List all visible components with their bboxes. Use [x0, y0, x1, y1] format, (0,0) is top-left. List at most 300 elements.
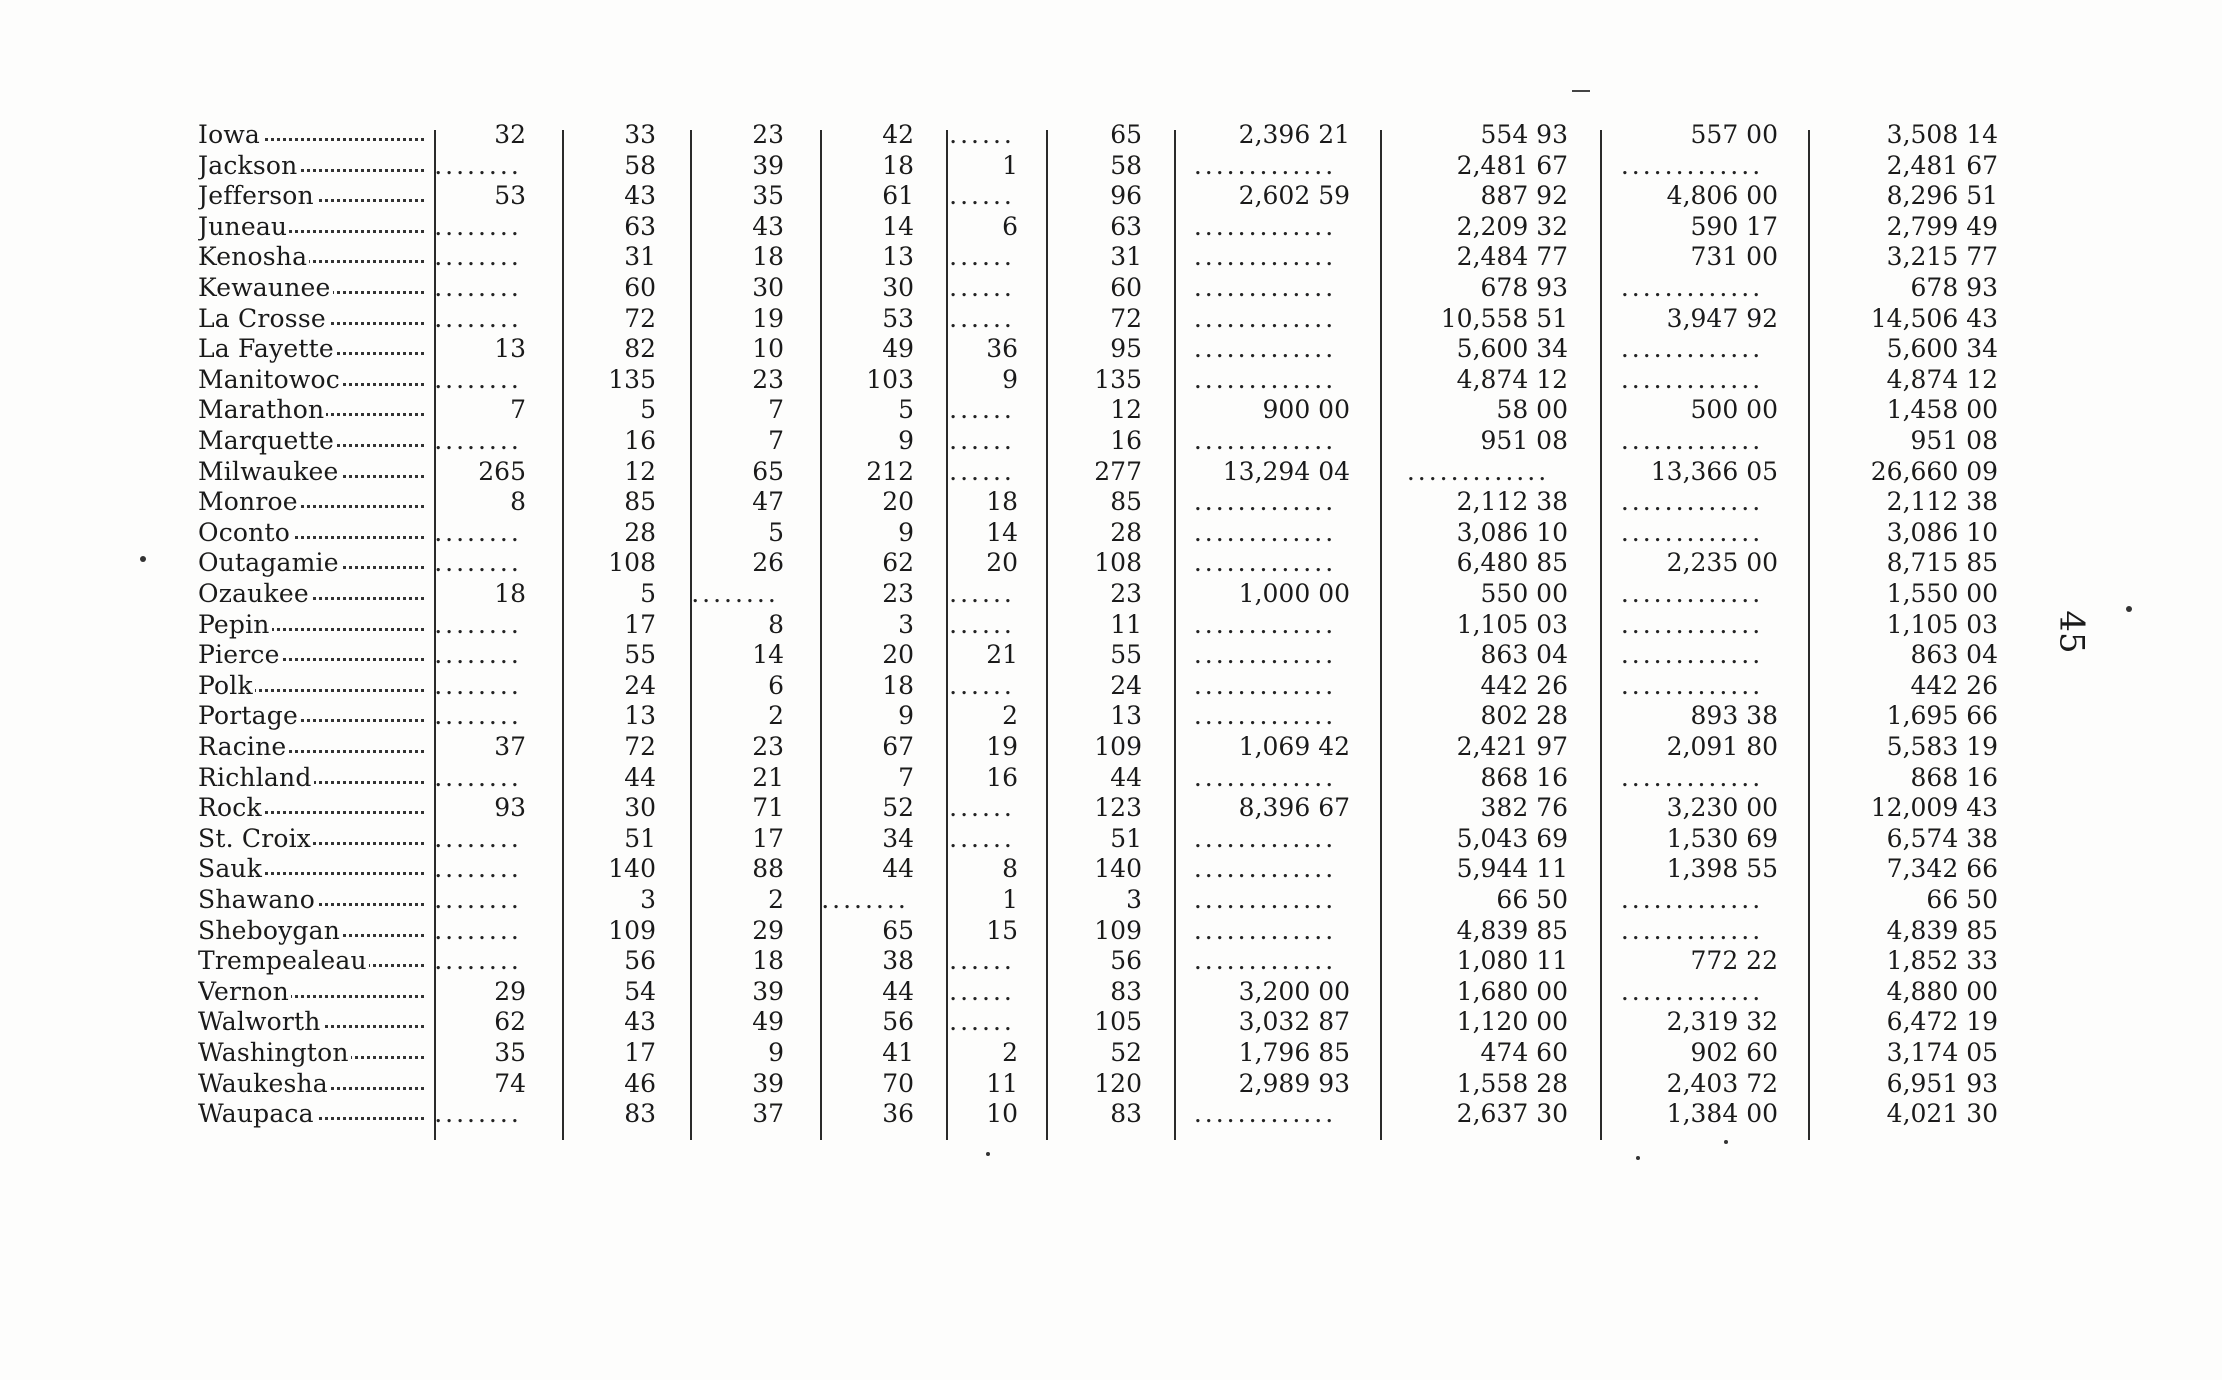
table-cell-c4: 70 [882, 1068, 914, 1098]
county-name-label: Polk [198, 670, 253, 700]
table-cell-c10: 66 50 [1926, 885, 1998, 914]
table-cell-c2: 72 [624, 303, 656, 333]
table-row [198, 181, 2018, 211]
county-name [198, 242, 428, 272]
table-cell-c1: ........ [434, 426, 522, 455]
table-cell-c5: 19 [986, 732, 1018, 761]
table-cell-c8: 2,484 77 [1456, 242, 1568, 272]
table-row [198, 610, 2018, 640]
table-cell-c3: 7 [768, 395, 784, 425]
table-cell-c4: 44 [882, 854, 914, 884]
table-row [198, 548, 2018, 578]
table-cell-c8: 678 93 [1480, 273, 1568, 302]
county-name [198, 732, 428, 762]
table-cell-c6: 58 [1110, 150, 1142, 180]
county-name [198, 212, 428, 242]
table-cell-c2: 51 [624, 823, 656, 853]
table-cell-c6: 3 [1126, 885, 1142, 914]
table-cell-c10: 8,715 85 [1886, 548, 1998, 578]
table-cell-c2: 60 [624, 273, 656, 302]
table-cell-c8: 3,086 10 [1456, 517, 1568, 547]
table-cell-c7: ............. [1193, 517, 1337, 547]
table-cell-c3: 2 [768, 701, 784, 731]
table-cell-c5: 2 [1002, 1038, 1018, 1067]
table-cell-c2: 3 [640, 885, 656, 914]
table-cell-c9: 2,319 32 [1666, 1007, 1778, 1037]
table-cell-c3: 23 [752, 120, 784, 149]
table-cell-c1: ........ [434, 1099, 522, 1129]
county-name-label: Pepin [198, 609, 270, 639]
table-cell-c6: 23 [1110, 579, 1142, 608]
table-cell-c4: 5 [898, 395, 914, 425]
table-row [198, 426, 2018, 456]
table-cell-c8: ............. [1406, 456, 1550, 486]
table-cell-c6: 63 [1110, 211, 1142, 241]
table-cell-c7: 3,032 87 [1238, 1007, 1350, 1037]
table-cell-c7: ............. [1193, 609, 1337, 639]
table-cell-c9: ............. [1620, 273, 1764, 302]
table-cell-c6: 123 [1094, 793, 1142, 823]
table-cell-c8: 2,481 67 [1456, 150, 1568, 180]
table-cell-c10: 1,458 00 [1886, 395, 1998, 425]
table-cell-c3: 39 [752, 1068, 784, 1098]
table-cell-c7: 2,989 93 [1238, 1068, 1350, 1098]
table-cell-c10: 2,481 67 [1886, 150, 1998, 180]
table-cell-c1: ........ [434, 242, 522, 272]
table-cell-c9: ............. [1620, 915, 1764, 945]
county-name-label: Vernon [198, 976, 289, 1006]
table-cell-c3: 17 [752, 823, 784, 853]
table-cell-c10: 863 04 [1910, 640, 1998, 670]
table-cell-c6: 95 [1110, 334, 1142, 364]
table-cell-c4: 36 [882, 1099, 914, 1129]
scan-mark [1572, 90, 1590, 92]
table-row [198, 885, 2018, 915]
county-name [198, 671, 428, 701]
table-cell-c8: 802 28 [1480, 701, 1568, 731]
table-cell-c1: ........ [434, 854, 522, 884]
table-cell-c2: 17 [624, 1038, 656, 1067]
table-cell-c9: 2,403 72 [1666, 1068, 1778, 1098]
table-cell-c6: 65 [1110, 120, 1142, 149]
table-cell-c9: 3,230 00 [1666, 793, 1778, 823]
county-name [198, 1007, 428, 1037]
table-cell-c6: 44 [1110, 762, 1142, 792]
table-cell-c5: 9 [1002, 364, 1018, 394]
table-cell-c8: 474 60 [1480, 1038, 1568, 1067]
table-cell-c3: 7 [768, 426, 784, 455]
table-cell-c8: 5,944 11 [1456, 854, 1568, 884]
table-cell-c5: 11 [986, 1068, 1018, 1098]
table-cell-c3: 65 [752, 456, 784, 486]
table-cell-c7: 900 00 [1262, 395, 1350, 425]
table-cell-c4: 18 [882, 150, 914, 180]
table-cell-c8: 442 26 [1480, 670, 1568, 700]
table-cell-c4: 61 [882, 181, 914, 211]
table-row [198, 457, 2018, 487]
table-cell-c6: 83 [1110, 1099, 1142, 1129]
county-name [198, 916, 428, 946]
table-cell-c5: ...... [949, 1007, 1015, 1037]
county-name [198, 1038, 428, 1068]
table-row [198, 1038, 2018, 1068]
table-cell-c5: ...... [949, 670, 1015, 700]
table-cell-c1: ........ [434, 640, 522, 670]
table-cell-c6: 140 [1094, 854, 1142, 884]
table-row [198, 151, 2018, 181]
table-cell-c8: 5,600 34 [1456, 334, 1568, 364]
table-cell-c7: 1,069 42 [1238, 732, 1350, 761]
table-cell-c8: 6,480 85 [1456, 548, 1568, 578]
county-name-label: Kewaunee [198, 273, 331, 302]
table-cell-c9: ............. [1620, 150, 1764, 180]
county-name [198, 548, 428, 578]
table-cell-c4: 49 [882, 334, 914, 364]
table-cell-c7: ............. [1193, 1099, 1337, 1129]
table-cell-c8: 1,105 03 [1456, 609, 1568, 639]
page-number: 45 [2051, 610, 2092, 654]
table-cell-c6: 83 [1110, 976, 1142, 1006]
county-name-label: Iowa [198, 120, 261, 149]
table-cell-c7: 1,796 85 [1238, 1038, 1350, 1067]
county-name-label: Kenosha [198, 242, 308, 272]
table-cell-c7: ............. [1193, 211, 1337, 241]
table-cell-c2: 13 [624, 701, 656, 731]
table-cell-c10: 3,174 05 [1886, 1038, 1998, 1067]
table-cell-c10: 678 93 [1910, 273, 1998, 302]
table-cell-c10: 4,839 85 [1886, 915, 1998, 945]
table-cell-c5: ...... [949, 303, 1015, 333]
county-name-label: Milwaukee [198, 456, 339, 486]
table-cell-c9: 13,366 05 [1650, 456, 1778, 486]
county-name-label: Juneau [198, 211, 288, 241]
county-name [198, 1069, 428, 1099]
table-cell-c9: ............. [1620, 670, 1764, 700]
table-cell-c9: ............. [1620, 334, 1764, 364]
table-cell-c2: 5 [640, 395, 656, 425]
table-cell-c10: 2,799 49 [1886, 211, 1998, 241]
table-cell-c4: ........ [821, 885, 909, 914]
table-cell-c5: 20 [986, 548, 1018, 578]
table-cell-c3: 14 [752, 640, 784, 670]
table-cell-c2: 83 [624, 1099, 656, 1129]
county-name-label: Ozaukee [198, 579, 309, 608]
table-cell-c3: 5 [768, 517, 784, 547]
table-cell-c10: 1,695 66 [1886, 701, 1998, 731]
table-cell-c2: 31 [624, 242, 656, 272]
table-cell-c2: 63 [624, 211, 656, 241]
county-name [198, 304, 428, 334]
county-name-label: Marathon [198, 395, 325, 425]
table-cell-c7: ............. [1193, 487, 1337, 517]
table-cell-c7: ............. [1193, 823, 1337, 853]
table-row [198, 365, 2018, 395]
table-cell-c8: 1,680 00 [1456, 976, 1568, 1006]
table-cell-c5: ...... [949, 976, 1015, 1006]
county-name [198, 763, 428, 793]
table-cell-c6: 11 [1110, 609, 1142, 639]
table-cell-c2: 28 [624, 517, 656, 547]
table-cell-c3: ........ [691, 579, 779, 608]
table-cell-c5: ...... [949, 579, 1015, 608]
table-cell-c4: 56 [882, 1007, 914, 1037]
table-cell-c5: 8 [1002, 854, 1018, 884]
county-name-label: Jackson [198, 150, 298, 180]
table-cell-c9: ............. [1620, 640, 1764, 670]
table-cell-c9: ............. [1620, 762, 1764, 792]
table-cell-c3: 9 [768, 1038, 784, 1067]
table-cell-c8: 4,874 12 [1456, 364, 1568, 394]
table-cell-c8: 887 92 [1480, 181, 1568, 211]
county-name-label: La Fayette [198, 334, 334, 364]
table-cell-c5: ...... [949, 395, 1015, 425]
table-cell-c4: 20 [882, 487, 914, 517]
county-name [198, 946, 428, 976]
table-cell-c2: 5 [640, 579, 656, 608]
table-cell-c4: 38 [882, 946, 914, 976]
table-cell-c2: 55 [624, 640, 656, 670]
table-row [198, 916, 2018, 946]
table-cell-c7: ............. [1193, 946, 1337, 976]
table-cell-c8: 2,421 97 [1456, 732, 1568, 761]
table-cell-c7: ............. [1193, 915, 1337, 945]
table-row [198, 242, 2018, 272]
table-cell-c10: 7,342 66 [1886, 854, 1998, 884]
table-cell-c9: 902 60 [1690, 1038, 1778, 1067]
county-name [198, 334, 428, 364]
county-name-label: Waupaca [198, 1099, 314, 1129]
table-cell-c10: 3,215 77 [1886, 242, 1998, 272]
table-cell-c1: 62 [494, 1007, 526, 1037]
table-cell-c10: 6,951 93 [1886, 1068, 1998, 1098]
table-cell-c8: 2,112 38 [1456, 487, 1568, 517]
table-cell-c2: 43 [624, 181, 656, 211]
table-cell-c9: 500 00 [1690, 395, 1778, 425]
table-cell-c6: 109 [1094, 732, 1142, 761]
table-cell-c2: 12 [624, 456, 656, 486]
table-cell-c8: 382 76 [1480, 793, 1568, 823]
table-cell-c5: ...... [949, 242, 1015, 272]
table-cell-c6: 85 [1110, 487, 1142, 517]
county-name [198, 701, 428, 731]
scan-speck [986, 1152, 990, 1156]
table-cell-c7: ............. [1193, 303, 1337, 333]
table-cell-c1: ........ [434, 885, 522, 914]
table-cell-c9: 2,235 00 [1666, 548, 1778, 578]
table-cell-c5: 18 [986, 487, 1018, 517]
table-row [198, 518, 2018, 548]
table-cell-c10: 4,874 12 [1886, 364, 1998, 394]
table-cell-c3: 23 [752, 364, 784, 394]
table-cell-c2: 16 [624, 426, 656, 455]
table-cell-c1: 93 [494, 793, 526, 823]
table-cell-c3: 39 [752, 976, 784, 1006]
table-row [198, 212, 2018, 242]
table-cell-c3: 18 [752, 946, 784, 976]
table-cell-c8: 1,080 11 [1456, 946, 1568, 976]
table-cell-c6: 16 [1110, 426, 1142, 455]
table-cell-c6: 55 [1110, 640, 1142, 670]
table-row [198, 640, 2018, 670]
table-row [198, 946, 2018, 976]
table-cell-c4: 53 [882, 303, 914, 333]
table-cell-c3: 10 [752, 334, 784, 364]
county-name [198, 487, 428, 517]
table-cell-c2: 108 [608, 548, 656, 578]
table-cell-c7: ............. [1193, 701, 1337, 731]
table-cell-c1: 74 [494, 1068, 526, 1098]
table-cell-c3: 47 [752, 487, 784, 517]
county-name-label: La Crosse [198, 303, 326, 333]
table-cell-c2: 54 [624, 976, 656, 1006]
table-cell-c9: ............. [1620, 364, 1764, 394]
table-cell-c9: ............. [1620, 609, 1764, 639]
table-cell-c1: 8 [510, 487, 526, 517]
table-cell-c5: 6 [1002, 211, 1018, 241]
table-cell-c9: ............. [1620, 517, 1764, 547]
table-cell-c10: 14,506 43 [1870, 303, 1998, 333]
table-cell-c7: ............. [1193, 762, 1337, 792]
county-name [198, 273, 428, 303]
table-cell-c8: 66 50 [1496, 885, 1568, 914]
table-cell-c2: 44 [624, 762, 656, 792]
table-cell-c3: 37 [752, 1099, 784, 1129]
table-cell-c2: 43 [624, 1007, 656, 1037]
table-cell-c4: 34 [882, 823, 914, 853]
table-cell-c3: 29 [752, 915, 784, 945]
table-cell-c1: ........ [434, 609, 522, 639]
table-cell-c7: 8,396 67 [1238, 793, 1350, 823]
county-name-label: Oconto [198, 517, 290, 547]
table-cell-c7: ............. [1193, 426, 1337, 455]
table-cell-c8: 951 08 [1480, 426, 1568, 455]
table-cell-c1: ........ [434, 946, 522, 976]
table-cell-c3: 43 [752, 211, 784, 241]
county-name-label: Portage [198, 701, 298, 731]
table-cell-c4: 13 [882, 242, 914, 272]
table-cell-c7: 13,294 04 [1222, 456, 1350, 486]
table-cell-c8: 2,637 30 [1456, 1099, 1568, 1129]
table-row [198, 1069, 2018, 1099]
table-cell-c1: ........ [434, 762, 522, 792]
table-cell-c9: ............. [1620, 579, 1764, 608]
table-cell-c7: ............. [1193, 548, 1337, 578]
table-row [198, 273, 2018, 303]
table-cell-c2: 58 [624, 150, 656, 180]
table-row [198, 763, 2018, 793]
table-cell-c10: 442 26 [1910, 670, 1998, 700]
table-cell-c6: 72 [1110, 303, 1142, 333]
table-cell-c10: 1,852 33 [1886, 946, 1998, 976]
table-cell-c7: 2,396 21 [1238, 120, 1350, 149]
table-row [198, 579, 2018, 609]
table-cell-c2: 85 [624, 487, 656, 517]
table-row [198, 1007, 2018, 1037]
county-name-label: Monroe [198, 487, 298, 517]
table-cell-c6: 52 [1110, 1038, 1142, 1067]
county-name-label: Sauk [198, 854, 263, 884]
table-cell-c6: 135 [1094, 364, 1142, 394]
table-cell-c3: 49 [752, 1007, 784, 1037]
scan-speck [140, 556, 146, 562]
table-row [198, 487, 2018, 517]
table-cell-c10: 6,574 38 [1886, 823, 1998, 853]
table-row [198, 854, 2018, 884]
table-cell-c10: 5,600 34 [1886, 334, 1998, 364]
county-name [198, 181, 428, 211]
table-cell-c5: ...... [949, 120, 1015, 149]
table-cell-c1: 13 [494, 334, 526, 364]
table-cell-c2: 24 [624, 670, 656, 700]
county-name-label: Outagamie [198, 548, 339, 578]
table-cell-c6: 105 [1094, 1007, 1142, 1037]
table-cell-c7: 1,000 00 [1238, 579, 1350, 608]
table-cell-c7: ............. [1193, 885, 1337, 914]
table-cell-c5: ...... [949, 273, 1015, 302]
table-cell-c10: 1,550 00 [1886, 579, 1998, 608]
table-cell-c9: 1,530 69 [1666, 823, 1778, 853]
table-cell-c1: ........ [434, 823, 522, 853]
table-row [198, 395, 2018, 425]
table-row [198, 824, 2018, 854]
table-cell-c9: 4,806 00 [1666, 181, 1778, 211]
table-cell-c6: 13 [1110, 701, 1142, 731]
table-cell-c5: ...... [949, 793, 1015, 823]
table-cell-c3: 19 [752, 303, 784, 333]
table-cell-c7: 3,200 00 [1238, 976, 1350, 1006]
table-cell-c4: 42 [882, 120, 914, 149]
table-cell-c6: 109 [1094, 915, 1142, 945]
table-cell-c4: 62 [882, 548, 914, 578]
table-cell-c9: 772 22 [1690, 946, 1778, 976]
table-cell-c8: 863 04 [1480, 640, 1568, 670]
table-cell-c10: 1,105 03 [1886, 609, 1998, 639]
table-cell-c5: 16 [986, 762, 1018, 792]
table-cell-c8: 1,120 00 [1456, 1007, 1568, 1037]
table-cell-c9: 3,947 92 [1666, 303, 1778, 333]
table-row [198, 671, 2018, 701]
table-cell-c8: 550 00 [1480, 579, 1568, 608]
table-cell-c10: 26,660 09 [1870, 456, 1998, 486]
table-cell-c1: 265 [478, 456, 526, 486]
table-cell-c9: 590 17 [1690, 211, 1778, 241]
table-cell-c1: ........ [434, 303, 522, 333]
table-cell-c6: 51 [1110, 823, 1142, 853]
county-name [198, 1099, 428, 1129]
table-cell-c1: ........ [434, 517, 522, 547]
table-cell-c7: ............. [1193, 150, 1337, 180]
table-cell-c4: 52 [882, 793, 914, 823]
table-cell-c4: 67 [882, 732, 914, 761]
table-cell-c3: 18 [752, 242, 784, 272]
table-cell-c4: 9 [898, 517, 914, 547]
table-cell-c10: 2,112 38 [1886, 487, 1998, 517]
table-cell-c9: ............. [1620, 885, 1764, 914]
table-cell-c8: 554 93 [1480, 120, 1568, 149]
table-cell-c2: 135 [608, 364, 656, 394]
table-cell-c6: 31 [1110, 242, 1142, 272]
table-cell-c6: 56 [1110, 946, 1142, 976]
table-cell-c10: 4,021 30 [1886, 1099, 1998, 1129]
table-cell-c5: ...... [949, 456, 1015, 486]
table-cell-c1: ........ [434, 670, 522, 700]
table-cell-c1: ........ [434, 548, 522, 578]
table-cell-c8: 58 00 [1496, 395, 1568, 425]
table-row [198, 977, 2018, 1007]
table-cell-c2: 109 [608, 915, 656, 945]
table-cell-c6: 96 [1110, 181, 1142, 211]
county-name-label: Jefferson [198, 181, 314, 211]
